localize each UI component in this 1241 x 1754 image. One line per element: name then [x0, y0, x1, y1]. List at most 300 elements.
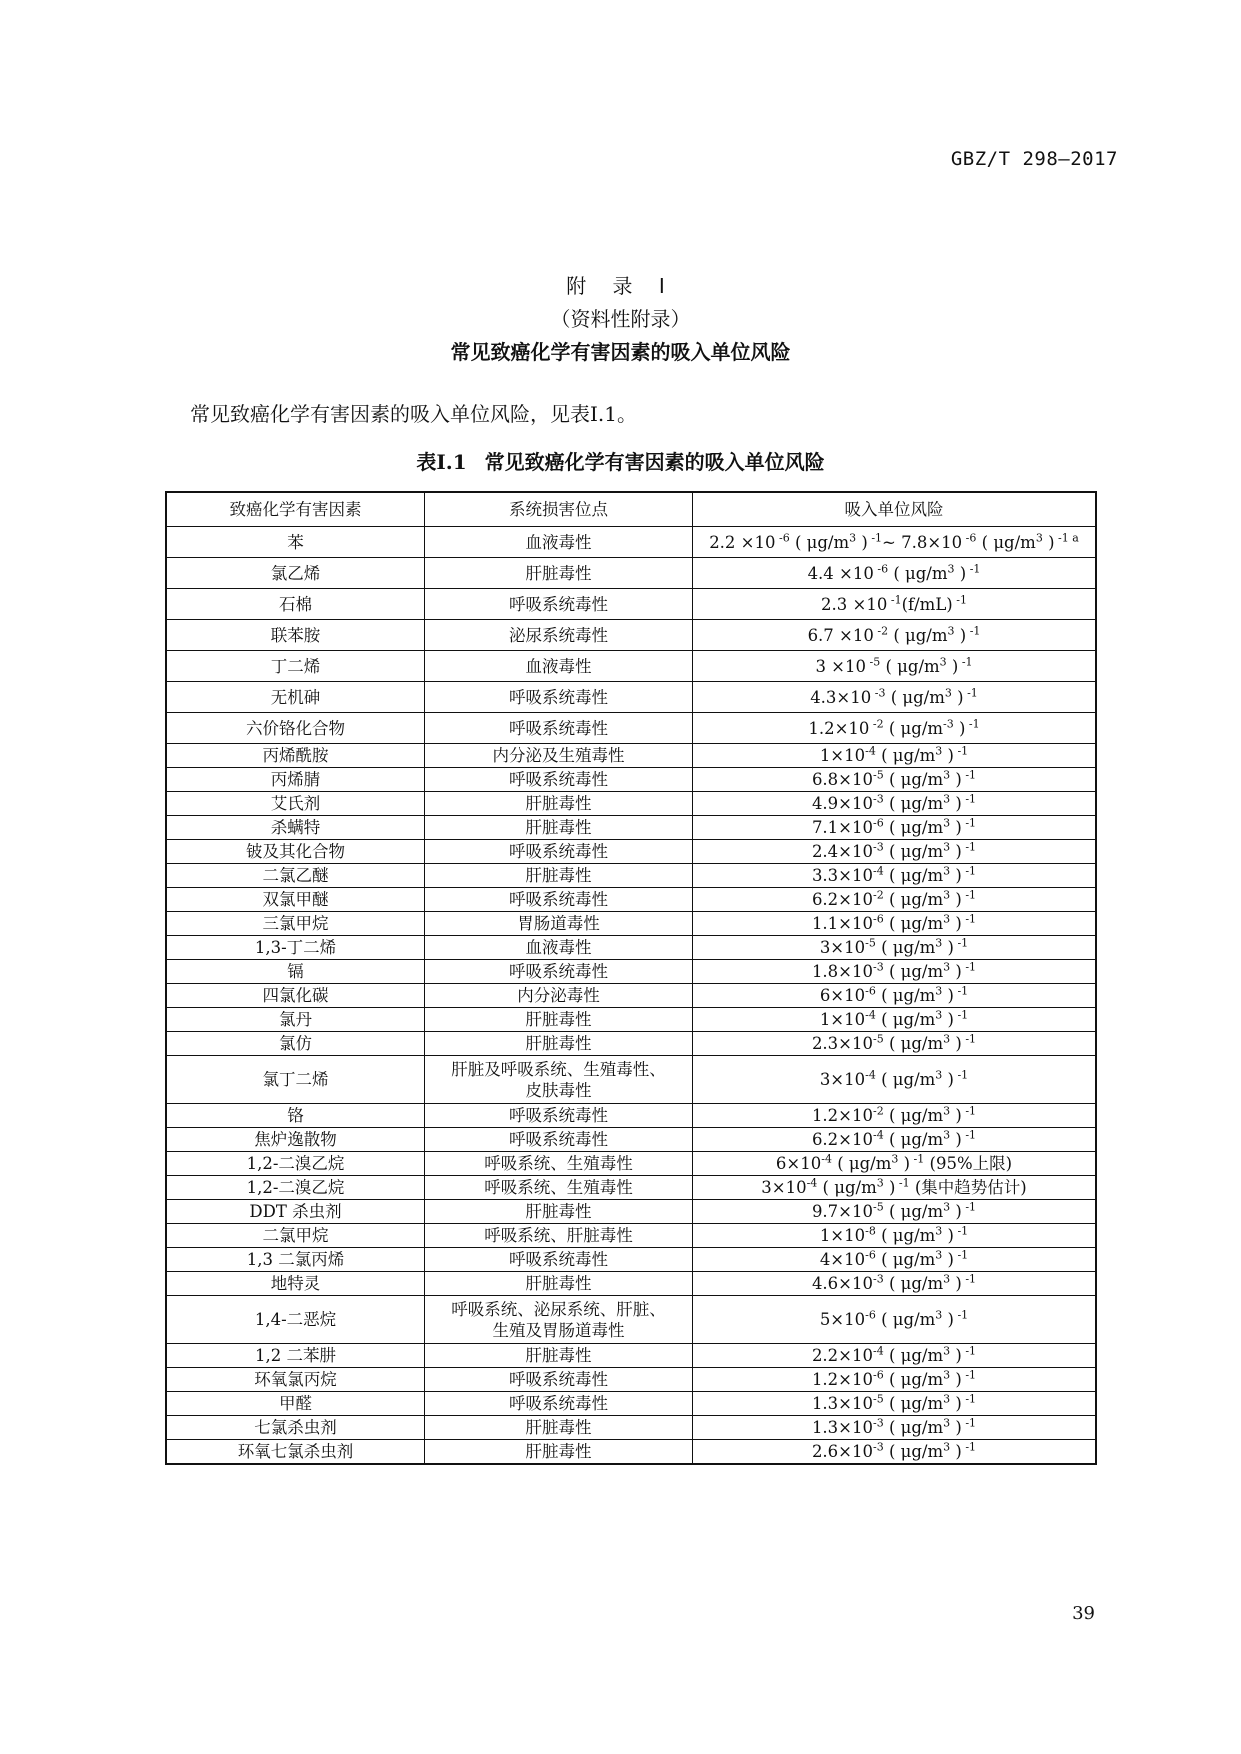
cell-site: 肝脏毒性 — [425, 864, 693, 888]
table-row — [166, 713, 1096, 744]
risk-text: 6×10 — [775, 1154, 822, 1173]
risk-text: ) — [950, 842, 962, 861]
table-row — [166, 1104, 1096, 1128]
risk-text: ) — [856, 532, 868, 552]
cell-risk — [693, 527, 1097, 558]
cell-risk — [693, 840, 1097, 864]
cell-risk — [693, 1296, 1097, 1344]
risk-exponent: -3 — [873, 960, 884, 974]
table-caption — [0, 446, 1241, 475]
risk-exponent: 3 — [935, 984, 943, 998]
risk-text: ( μg/m — [883, 866, 944, 885]
unit-risk-table — [165, 491, 1097, 1465]
cell-agent: 丙烯酰胺 — [166, 744, 425, 768]
cell-site: 呼吸系统毒性 — [425, 1392, 693, 1416]
table-caption-text: 常见致癌化学有害因素的吸入单位风险 — [484, 450, 825, 474]
cell-site: 肝脏毒性 — [425, 816, 693, 840]
table-row — [166, 1344, 1096, 1368]
cell-risk — [693, 1392, 1097, 1416]
risk-exponent: 3 — [935, 744, 943, 758]
cell-site: 肝脏毒性 — [425, 792, 693, 816]
appendix-title: 附 录 I — [566, 274, 675, 298]
risk-text: ( μg/m — [883, 962, 944, 981]
intro-paragraph: 常见致癌化学有害因素的吸入单位风险，见表I.1。 — [190, 402, 637, 426]
risk-text: ( μg/m — [883, 1370, 944, 1389]
cell-agent: 1,3 二氯丙烯 — [166, 1248, 425, 1272]
risk-exponent: -1 — [961, 864, 977, 878]
cell-risk — [693, 651, 1097, 682]
risk-exponent: -1 a — [1054, 531, 1079, 544]
risk-text: ( μg/m — [883, 842, 944, 861]
cell-risk — [693, 936, 1097, 960]
risk-exponent: 3 — [891, 1152, 899, 1166]
cell-risk — [693, 792, 1097, 816]
cell-agent: 丁二烯 — [166, 651, 425, 682]
risk-exponent: 3 — [943, 840, 951, 854]
table-row — [166, 682, 1096, 713]
risk-exponent: -1 — [952, 593, 967, 606]
risk-exponent: -6 — [865, 1308, 876, 1322]
cell-agent: 1,3-丁二烯 — [166, 936, 425, 960]
table-row — [166, 768, 1096, 792]
cell-risk — [693, 713, 1097, 744]
risk-text: ( μg/m — [880, 656, 940, 676]
risk-text: ) — [950, 1346, 962, 1365]
risk-text: (集中趋势估计) — [909, 1178, 1027, 1197]
risk-exponent: -1 — [961, 1272, 977, 1286]
cell-site: 肝脏毒性 — [425, 1416, 693, 1440]
risk-exponent: 3 — [935, 1308, 943, 1322]
risk-exponent: -1 — [953, 744, 969, 758]
table-row — [166, 864, 1096, 888]
risk-text: ) — [950, 914, 962, 933]
risk-exponent: -1 — [961, 768, 977, 782]
risk-text: 1×10 — [819, 1226, 866, 1245]
risk-exponent: -2 — [873, 888, 884, 902]
appendix-heading: 常见致癌化学有害因素的吸入单位风险 — [450, 340, 791, 364]
risk-exponent: 3 — [849, 531, 857, 544]
risk-text: ) — [942, 1310, 954, 1329]
risk-exponent: -3 — [873, 1440, 884, 1454]
risk-exponent: 3 — [944, 686, 952, 699]
risk-exponent: -4 — [873, 1128, 884, 1142]
table-row — [166, 744, 1096, 768]
risk-exponent: 3 — [943, 1032, 951, 1046]
risk-exponent: 3 — [943, 1392, 951, 1406]
risk-text: ) — [950, 1418, 962, 1437]
risk-text: ( μg/m — [883, 1130, 944, 1149]
table-row — [166, 1296, 1096, 1344]
risk-exponent: -3 — [943, 717, 954, 730]
cell-agent: 双氯甲醚 — [166, 888, 425, 912]
cell-agent: 艾氏剂 — [166, 792, 425, 816]
risk-exponent: -1 — [966, 624, 981, 637]
cell-site: 呼吸系统毒性 — [425, 768, 693, 792]
cell-agent: 苯 — [166, 527, 425, 558]
cell-site: 呼吸系统毒性 — [425, 682, 693, 713]
risk-text: ( μg/m — [883, 914, 944, 933]
cell-risk — [693, 682, 1097, 713]
risk-text: 6.2×10 — [811, 890, 873, 909]
risk-exponent: -4 — [873, 1344, 884, 1358]
risk-text: 1×10 — [819, 1010, 866, 1029]
risk-exponent: 3 — [943, 792, 951, 806]
risk-exponent: -1 — [961, 912, 977, 926]
cell-risk — [693, 620, 1097, 651]
table-row — [166, 936, 1096, 960]
cell-agent: 1,2-二溴乙烷 — [166, 1152, 425, 1176]
risk-exponent: -4 — [806, 1176, 818, 1190]
appendix-subtitle: （资料性附录） — [550, 307, 691, 331]
risk-text: ) — [946, 656, 959, 676]
cell-agent: 七氯杀虫剂 — [166, 1416, 425, 1440]
cell-agent: 甲醛 — [166, 1392, 425, 1416]
risk-exponent: 3 — [939, 655, 947, 668]
table-body — [166, 527, 1096, 1464]
cell-risk — [693, 1272, 1097, 1296]
cell-site: 呼吸系统、肝脏毒性 — [425, 1224, 693, 1248]
cell-risk — [693, 744, 1097, 768]
risk-exponent: -1 — [961, 1128, 977, 1142]
cell-site: 肝脏毒性 — [425, 1272, 693, 1296]
risk-exponent: 3 — [947, 562, 955, 575]
cell-agent: 联苯胺 — [166, 620, 425, 651]
table-row — [166, 558, 1096, 589]
cell-site: 肝脏毒性 — [425, 1032, 693, 1056]
cell-risk — [693, 1248, 1097, 1272]
risk-text: ) — [942, 938, 954, 957]
risk-exponent: -1 — [887, 593, 902, 606]
table-row — [166, 840, 1096, 864]
risk-text: ( μg/m — [976, 532, 1036, 552]
risk-text: ) — [954, 625, 967, 645]
cell-risk — [693, 984, 1097, 1008]
risk-text: ( μg/m — [789, 532, 850, 552]
risk-exponent: -1 — [961, 1200, 977, 1214]
table-row — [166, 1008, 1096, 1032]
risk-exponent: 3 — [935, 936, 943, 950]
cell-site: 呼吸系统毒性 — [425, 1368, 693, 1392]
risk-exponent: -1 — [953, 984, 969, 998]
risk-text: ) — [950, 1130, 962, 1149]
risk-exponent: -1 — [961, 888, 977, 902]
table-row — [166, 620, 1096, 651]
risk-exponent: -1 — [953, 936, 969, 950]
table-row — [166, 792, 1096, 816]
cell-risk — [693, 558, 1097, 589]
risk-exponent: -1 — [961, 816, 977, 830]
risk-text: ) — [950, 1106, 962, 1125]
table-row — [166, 1128, 1096, 1152]
cell-agent: 1,4-二恶烷 — [166, 1296, 425, 1344]
risk-text: ) — [950, 1274, 962, 1293]
risk-text: ( μg/m — [875, 1226, 936, 1245]
cell-site: 呼吸系统毒性 — [425, 1128, 693, 1152]
risk-exponent: -5 — [873, 1200, 884, 1214]
table-row — [166, 1032, 1096, 1056]
risk-exponent: -4 — [865, 744, 876, 758]
risk-text: 3 ×10 — [815, 656, 867, 676]
risk-text: ( μg/m — [875, 1250, 936, 1269]
table-row — [166, 589, 1096, 620]
standard-code: GBZ/T 298—2017 — [950, 148, 1118, 170]
cell-site: 肝脏毒性 — [425, 1344, 693, 1368]
risk-exponent: 3 — [943, 1416, 951, 1430]
risk-exponent: 3 — [943, 912, 951, 926]
risk-text: ( μg/m — [883, 1441, 944, 1461]
risk-exponent: 3 — [943, 1128, 951, 1142]
risk-text: ) — [954, 563, 967, 583]
cell-risk — [693, 1176, 1097, 1200]
risk-text: ) — [942, 1226, 954, 1245]
cell-site: 呼吸系统、泌尿系统、肝脏、 生殖及胃肠道毒性 — [425, 1296, 693, 1344]
risk-exponent: 3 — [943, 1104, 951, 1118]
risk-exponent: -3 — [873, 1272, 884, 1286]
cell-risk — [693, 589, 1097, 620]
risk-text: ) — [942, 1070, 954, 1089]
risk-exponent: -1 — [953, 1068, 969, 1082]
risk-exponent: -1 — [961, 1104, 977, 1118]
risk-exponent: 3 — [943, 1368, 951, 1382]
risk-exponent: -5 — [873, 768, 884, 782]
risk-exponent: -1 — [966, 562, 981, 575]
risk-exponent: -3 — [873, 792, 884, 806]
risk-text: 2.3×10 — [811, 1034, 873, 1053]
risk-text: 3×10 — [819, 1070, 866, 1089]
risk-text: ( μg/m — [817, 1178, 877, 1197]
cell-site: 肝脏毒性 — [425, 1008, 693, 1032]
risk-text: 4×10 — [819, 1250, 866, 1269]
risk-exponent: 3 — [943, 768, 951, 782]
cell-risk — [693, 1200, 1097, 1224]
cell-agent: DDT 杀虫剂 — [166, 1200, 425, 1224]
page-number: 39 — [1072, 1603, 1095, 1624]
table-row — [166, 1176, 1096, 1200]
table-row — [166, 1224, 1096, 1248]
cell-risk — [693, 768, 1097, 792]
risk-exponent: 3 — [943, 888, 951, 902]
cell-agent: 铬 — [166, 1104, 425, 1128]
risk-text: ) — [950, 1441, 962, 1461]
risk-exponent: -6 — [775, 531, 790, 544]
cell-agent: 铍及其化合物 — [166, 840, 425, 864]
risk-exponent: 3 — [935, 1224, 943, 1238]
cell-risk — [693, 816, 1097, 840]
table-row — [166, 1248, 1096, 1272]
risk-exponent: -1 — [961, 1032, 977, 1046]
cell-risk — [693, 1416, 1097, 1440]
risk-exponent: -1 — [953, 1248, 969, 1262]
risk-exponent: -1 — [963, 686, 978, 699]
risk-exponent: -6 — [873, 562, 889, 575]
risk-exponent: -1 — [910, 1152, 925, 1166]
table-row — [166, 1056, 1096, 1104]
cell-agent: 三氯甲烷 — [166, 912, 425, 936]
risk-text: ) — [950, 770, 962, 789]
risk-exponent: -1 — [961, 1416, 977, 1430]
cell-site: 肝脏及呼吸系统、生殖毒性、 皮肤毒性 — [425, 1056, 693, 1104]
risk-exponent: 3 — [943, 864, 951, 878]
table-row — [166, 527, 1096, 558]
risk-text: ) — [950, 890, 962, 909]
cell-risk — [693, 864, 1097, 888]
table-row — [166, 1392, 1096, 1416]
cell-agent: 焦炉逸散物 — [166, 1128, 425, 1152]
risk-exponent: -5 — [873, 1032, 884, 1046]
risk-text: 1.3×10 — [811, 1418, 873, 1437]
risk-text: ) — [942, 986, 954, 1005]
risk-text: 4.9×10 — [811, 794, 873, 813]
risk-exponent: -1 — [953, 1008, 969, 1022]
risk-text: ( μg/m — [888, 563, 948, 583]
risk-exponent: -1 — [961, 1392, 977, 1406]
risk-exponent: -5 — [866, 655, 881, 668]
risk-text: ) — [953, 718, 966, 738]
risk-text: 1.2×10 — [811, 1106, 873, 1125]
risk-text: ( μg/m — [875, 1010, 936, 1029]
risk-text: 4.3×10 — [810, 687, 872, 707]
risk-text: ( μg/m — [883, 794, 944, 813]
risk-text: ) — [950, 818, 962, 837]
risk-text: ( μg/m — [875, 938, 936, 957]
table-row — [166, 960, 1096, 984]
cell-site: 呼吸系统毒性 — [425, 1248, 693, 1272]
cell-site: 泌尿系统毒性 — [425, 620, 693, 651]
cell-agent: 1,2-二溴乙烷 — [166, 1176, 425, 1200]
risk-text: ( μg/m — [831, 1154, 892, 1173]
risk-exponent: -6 — [873, 1368, 884, 1382]
table-caption-number: 表I.1 — [416, 450, 467, 474]
risk-exponent: 3 — [943, 960, 951, 974]
risk-exponent: -8 — [865, 1224, 876, 1238]
risk-exponent: 3 — [943, 816, 951, 830]
cell-agent: 无机砷 — [166, 682, 425, 713]
risk-text: ) — [950, 866, 962, 885]
risk-exponent: -1 — [961, 1344, 977, 1358]
risk-exponent: -3 — [871, 686, 886, 699]
risk-text: ) — [950, 1394, 962, 1413]
risk-exponent: 3 — [943, 1200, 951, 1214]
risk-text: ( μg/m — [883, 890, 944, 909]
cell-agent: 二氯乙醚 — [166, 864, 425, 888]
cell-agent: 镉 — [166, 960, 425, 984]
risk-text: 9.7×10 — [811, 1202, 873, 1221]
risk-text: 1.2×10 — [811, 1370, 873, 1389]
table-row — [166, 912, 1096, 936]
risk-text: 2.6×10 — [811, 1441, 873, 1461]
cell-site: 血液毒性 — [425, 936, 693, 960]
cell-site: 肝脏毒性 — [425, 1440, 693, 1464]
cell-risk — [693, 912, 1097, 936]
cell-risk — [693, 1344, 1097, 1368]
cell-site: 血液毒性 — [425, 527, 693, 558]
cell-agent: 六价铬化合物 — [166, 713, 425, 744]
table-row — [166, 1152, 1096, 1176]
table-row — [166, 816, 1096, 840]
risk-text: 3.3×10 — [811, 866, 873, 885]
risk-exponent: -6 — [873, 816, 884, 830]
cell-site: 内分泌及生殖毒性 — [425, 744, 693, 768]
table-row — [166, 1368, 1096, 1392]
cell-risk — [693, 1032, 1097, 1056]
risk-text: 3×10 — [761, 1178, 807, 1197]
risk-text: ) — [951, 687, 964, 707]
risk-text: 4.4 ×10 — [807, 563, 874, 583]
risk-text: ) — [883, 1178, 896, 1197]
cell-risk — [693, 1368, 1097, 1392]
risk-text: 2.2×10 — [811, 1346, 873, 1365]
risk-text: 3×10 — [819, 938, 866, 957]
cell-agent: 氯丁二烯 — [166, 1056, 425, 1104]
risk-exponent: 3 — [876, 1176, 884, 1190]
cell-site: 肝脏毒性 — [425, 1200, 693, 1224]
risk-text: ( μg/m — [885, 687, 945, 707]
risk-text: ( μg/m — [888, 625, 948, 645]
cell-site: 呼吸系统毒性 — [425, 888, 693, 912]
cell-site: 呼吸系统毒性 — [425, 840, 693, 864]
cell-risk — [693, 960, 1097, 984]
risk-text: ) — [950, 962, 962, 981]
cell-site: 呼吸系统毒性 — [425, 1104, 693, 1128]
cell-agent: 环氧氯丙烷 — [166, 1368, 425, 1392]
risk-text: 6×10 — [819, 986, 866, 1005]
cell-risk — [693, 1128, 1097, 1152]
header-agent: 致癌化学有害因素 — [166, 492, 425, 527]
table-row — [166, 888, 1096, 912]
risk-text: 5×10 — [819, 1310, 866, 1329]
risk-text: ( μg/m — [883, 1106, 944, 1125]
risk-exponent: -1 — [961, 840, 977, 854]
risk-exponent: -1 — [961, 1440, 977, 1454]
cell-agent: 石棉 — [166, 589, 425, 620]
risk-text: ) — [950, 1370, 962, 1389]
risk-text: ) — [898, 1154, 911, 1173]
risk-text: 6.7 ×10 — [807, 625, 874, 645]
risk-exponent: 3 — [935, 1248, 943, 1262]
cell-agent: 杀螨特 — [166, 816, 425, 840]
cell-site: 血液毒性 — [425, 651, 693, 682]
risk-text: 6.8×10 — [811, 770, 873, 789]
risk-text: 1.1×10 — [811, 914, 873, 933]
risk-exponent: -1 — [961, 960, 977, 974]
cell-agent: 氯乙烯 — [166, 558, 425, 589]
risk-text: 7.1×10 — [811, 818, 873, 837]
table-row — [166, 1200, 1096, 1224]
risk-text: ( μg/m — [875, 1070, 936, 1089]
risk-exponent: 3 — [943, 1344, 951, 1358]
cell-agent: 地特灵 — [166, 1272, 425, 1296]
risk-exponent: -6 — [865, 1248, 876, 1262]
risk-text: 1.2×10 — [808, 718, 870, 738]
risk-text: ( μg/m — [883, 718, 944, 738]
table-row — [166, 1440, 1096, 1464]
table-header-row — [166, 492, 1096, 527]
risk-text: ) — [950, 1202, 962, 1221]
risk-text: ( μg/m — [883, 1346, 944, 1365]
risk-text: (95%上限) — [924, 1154, 1013, 1173]
risk-text: ) — [942, 1250, 954, 1269]
risk-exponent: 3 — [935, 1008, 943, 1022]
risk-exponent: 3 — [943, 1440, 951, 1454]
risk-exponent: -4 — [865, 1068, 876, 1082]
risk-exponent: -4 — [821, 1152, 832, 1166]
header-risk: 吸入单位风险 — [693, 492, 1097, 527]
risk-text: ( μg/m — [883, 818, 944, 837]
cell-agent: 氯仿 — [166, 1032, 425, 1056]
table-row — [166, 1272, 1096, 1296]
cell-risk — [693, 1152, 1097, 1176]
cell-site: 呼吸系统毒性 — [425, 960, 693, 984]
